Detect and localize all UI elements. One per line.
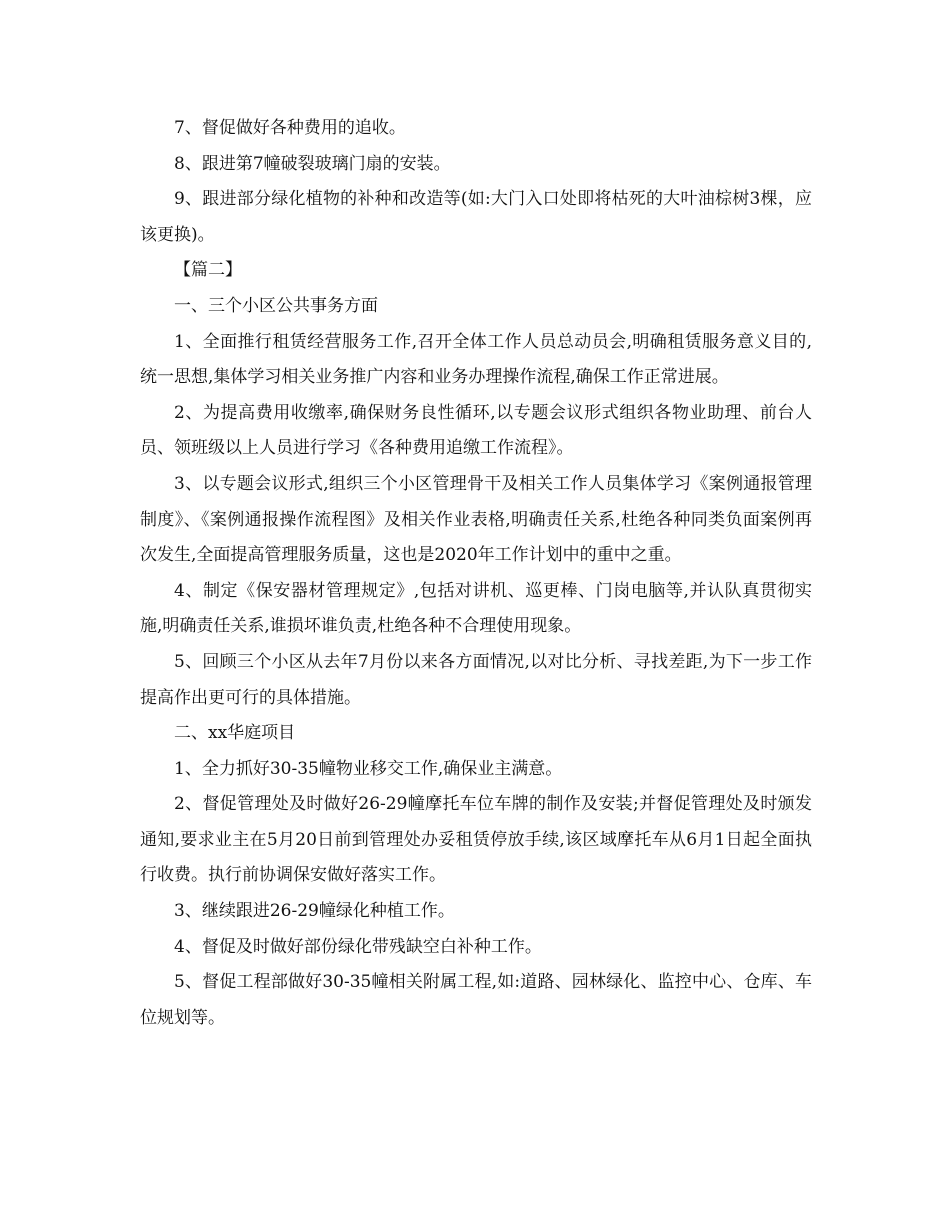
paragraph-public-3: 3、以专题会议形式,组织三个小区管理骨干及相关工作人员集体学习《案例通报管理制度》、《案例通报操作流程图》及相关作业表格,明确责任关系,杜绝各种同类负面案例再次发生,全面提高管理服务质量，这也是2020年工作计划中的重中之重。 [140, 473, 812, 566]
subsection-heading-project: 二、xx华庭项目 [174, 723, 296, 744]
paragraph-project-1: 1、全力抓好30-35幢物业移交工作,确保业主满意。 [174, 758, 563, 779]
paragraph-public-5: 5、回顾三个小区从去年7月份以来各方面情况,以对比分析、寻找差距,为下一步工作提高作出更可行的具体措施。 [140, 651, 812, 708]
paragraph-project-3: 3、继续跟进26-29幢绿化种植工作。 [174, 901, 455, 922]
paragraph-public-2: 2、为提高费用收缴率,确保财务良性循环,以专题会议形式组织各物业助理、前台人员、领班级以上人员进行学习《各种费用追缴工作流程》。 [140, 402, 812, 459]
paragraph-project-2: 2、督促管理处及时做好26-29幢摩托车位车牌的制作及安装;并督促管理处及时颁发通知,要求业主在5月20日前到管理处办妥租赁停放手续,该区域摩托车从6月1日起全面执行收费。执行前协调保安做好落实工作。 [140, 794, 812, 886]
section-heading-part-two: 【篇二】 [174, 260, 242, 281]
paragraph-project-4: 4、督促及时做好部份绿化带残缺空白补种工作。 [174, 936, 542, 957]
paragraph-public-1: 1、全面推行租赁经营服务工作,召开全体工作人员总动员会,明确租赁服务意义目的,统一思想,集体学习相关业务推广内容和业务办理操作流程,确保工作正常进展。 [140, 331, 812, 388]
paragraph-public-4: 4、制定《保安器材管理规定》,包括对讲机、巡更棒、门岗电脑等,并认队真贯彻实施,明确责任关系,谁损坏谁负责,杜绝各种不合理使用现象。 [140, 580, 812, 637]
paragraph-item-9: 9、跟进部分绿化植物的补种和改造等(如:大门入口处即将枯死的大叶油棕树3棵，应该更换)。 [140, 189, 812, 245]
subsection-heading-public-affairs: 一、三个小区公共事务方面 [174, 295, 378, 316]
paragraph-project-5: 5、督促工程部做好30-35幢相关附属工程,如:道路、园林绿化、监控中心、仓库、车位规划等。 [140, 972, 812, 1028]
paragraph-item-8: 8、跟进第7幢破裂玻璃门扇的安装。 [174, 153, 451, 174]
paragraph-item-7: 7、督促做好各种费用的追收。 [174, 118, 406, 138]
document-body [140, 111, 812, 1036]
